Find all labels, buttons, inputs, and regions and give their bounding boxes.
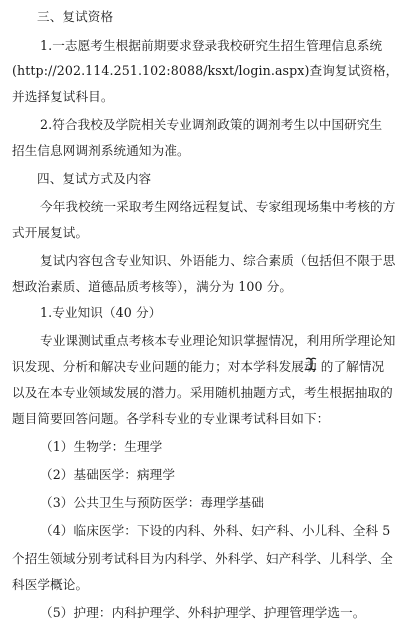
list-item: （3）公共卫生与预防医学：毒理学基础 (40, 495, 264, 510)
paragraph-line: 以及在本专业领域发展的潜力。采用随机抽题方式，考生根据抽取的 (12, 385, 393, 400)
list-item: （1）生物学：生理学 (40, 439, 163, 454)
paragraph-line: 专业课测试重点考核本专业理论知识掌握情况，利用所学理论知 (40, 333, 396, 348)
paragraph-line: 复试内容包含专业知识、外语能力、综合素质（包括但不限于思 (40, 253, 396, 268)
paragraph-line: 1.一志愿考生根据前期要求登录我校研究生招生管理信息系统 (40, 38, 383, 53)
paragraph-line: 并选择复试科目。 (12, 89, 114, 104)
list-item: （5）护理：内科护理学、外科护理学、护理管理学选一。 (40, 605, 366, 620)
list-item: （4）临床医学：下设的内科、外科、妇产科、小儿科、全科 5 (40, 523, 391, 538)
list-item: （2）基础医学：病理学 (40, 467, 176, 482)
section-heading-retest-eligibility: 三、复试资格 (37, 9, 114, 24)
paragraph-line: 识发现、分析和解决专业问题的能力；对本学科发展动 的了解情况 (12, 359, 385, 374)
paragraph-line: 想政治素质、道德品质考核等），满分为 100 分。 (12, 279, 293, 294)
paragraph-line: 2.符合我校及学院相关专业调剂政策的调剂考生以中国研究生 (40, 117, 383, 132)
paragraph-line: 题目简要回答问题。各学科专业的专业课考试科目如下： (12, 411, 330, 426)
paragraph-line: 科医学概论。 (12, 577, 89, 592)
paragraph-line: 个招生领域分别考试科目为内科学、外科学、妇产科学、儿科学、全 (12, 551, 393, 566)
section-heading-retest-method: 四、复试方式及内容 (37, 171, 152, 186)
text-cursor-icon (304, 357, 318, 371)
paragraph-line: 今年我校统一采取考生网络远程复试、专家组现场集中考核的方 (40, 199, 396, 214)
paragraph-line: 招生信息网调剂系统通知为准。 (12, 143, 190, 158)
paragraph-line: (http://202.114.251.102:8088/ksxt/login.aspx)查询复试资格， (12, 63, 399, 78)
paragraph-line: 式开展复试。 (12, 225, 89, 240)
subsection-heading-professional-knowledge: 1.专业知识（40 分） (40, 305, 162, 320)
